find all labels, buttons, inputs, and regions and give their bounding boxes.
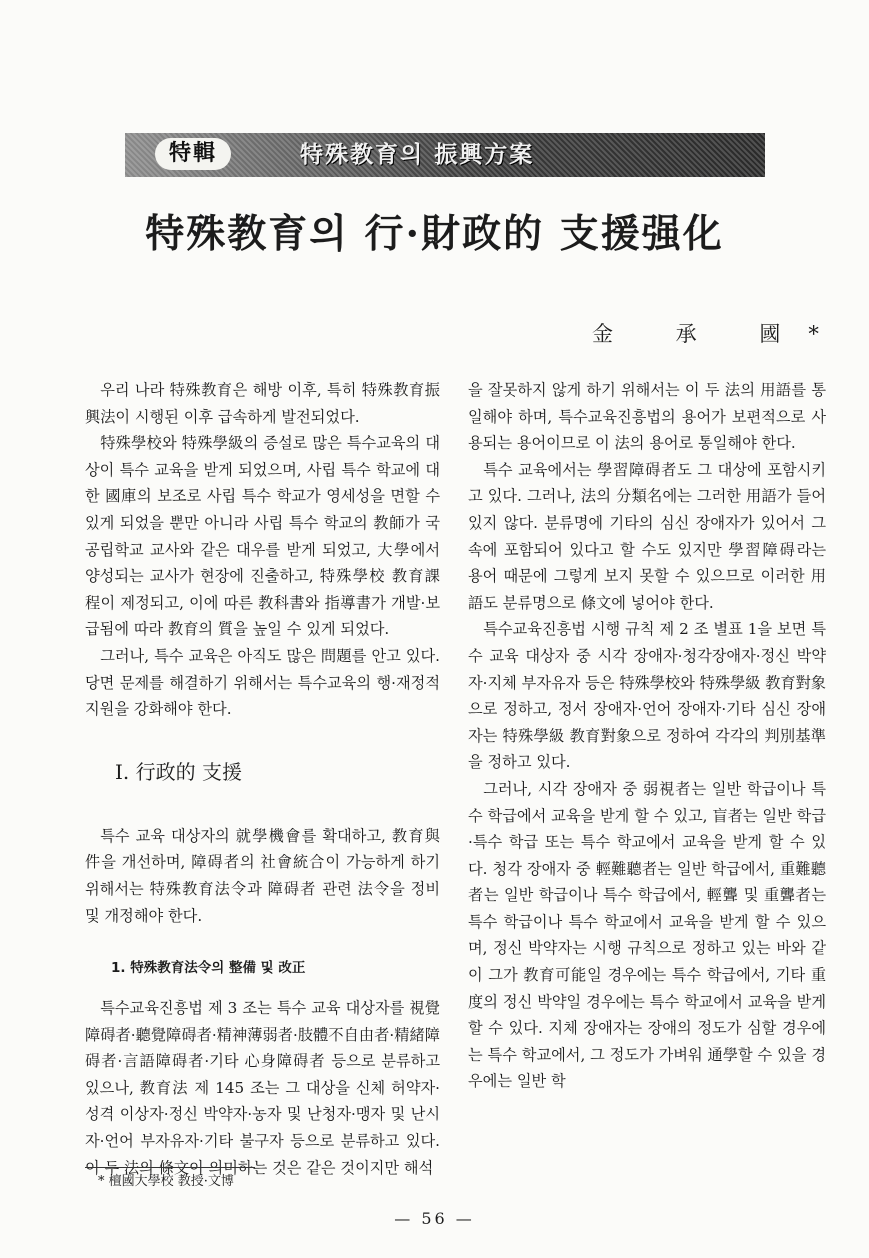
- banner-title: 特殊教育의 振興方案: [300, 142, 535, 168]
- paragraph: 그러나, 시각 장애자 중 弱視者는 일반 학급이나 특수 학급에서 교육을 받게 할 수 있고, 盲者는 일반 학급·특수 학급 또는 특수 학교에서 교육을 받게 할 수 있다. 청각 장애자 중 輕難聽者는 일반 학급에서, 重難聽者는 일반 학급이나 특수 학급에서, 輕聾 및 重聾者는 특수 학급이나 특수 학교에서 교육을 받게 할 수 있으며, 정신 박약자는 시행 규칙으로 정하고 있는 바와 같이 그가 教育可能일 경우에는 특수 학급에서, 기타 重度의 정신 박약일 경우에는 특수 학교에서 교육을 받게 할 수 있다. 지체 장애자는 장애의 정도가 심할 경우에는 특수 학교에서, 그 정도가 가벼워 通學할 수 있을 경우에는 일반 학: [468, 779, 827, 1091]
- footnote-divider: [85, 1167, 255, 1168]
- feature-banner: [125, 133, 765, 177]
- paragraph: 특수 교육 대상자의 就學機會를 확대하고, 教育與件을 개선하며, 障碍者의 社會統合이 가능하게 하기 위해서는 特殊教育法令과 障碍者 관련 法令을 정비 및 개정해야 한다.: [85, 826, 440, 925]
- footnote: * 檀國大學校 教授·文博: [98, 1174, 234, 1189]
- left-column: [85, 377, 440, 1181]
- paragraph: 우리 나라 特殊教育은 해방 이후, 특히 特殊教育振興法이 시행된 이후 급속하게 발전되었다.: [85, 381, 440, 426]
- article-title: 特殊教育의 行·財政的 支援强化: [145, 211, 724, 257]
- subsection-heading: 1. 特殊教育法令의 整備 및 改正: [111, 960, 306, 977]
- paragraph: 특수교육진흥법 제 3 조는 특수 교육 대상자를 視覺障碍者·聽覺障碍者·精神薄弱者·肢體不自由者·精緒障碍者·言語障碍者·기타 心身障碍者 등으로 분류하고 있으나, 教育法 제 145 조는 그 대상을 신체 허약자·성격 이상자·정신 박약자·농자 및 난청자·맹자 및 난시자·언어 부자유자·기타 불구자 등으로 분류하고 있다. 이 두 法의 條文이 의미하는 것은 같은 것이지만 해석: [85, 999, 440, 1177]
- paragraph: 특수 교육에서는 學習障碍者도 그 대상에 포함시키고 있다. 그러나, 法의 分類名에는 그러한 用語가 들어 있지 않다. 분류명에 기타의 심신 장애자가 있어서 그 속에 포함되어 있다고 할 수도 있지만 學習障碍라는 용어 때문에 그렇게 보지 못할 수 있으므로 이러한 用語도 분류명으로 條文에 넣어야 한다.: [468, 460, 826, 612]
- page-number: — 56 —: [394, 1209, 475, 1228]
- right-column: [468, 377, 826, 1095]
- author-name: 金 承 國*: [592, 322, 847, 346]
- section-heading: Ⅰ. 行政的 支援: [115, 759, 242, 784]
- paragraph: 그러나, 특수 교육은 아직도 많은 問題를 안고 있다. 당면 문제를 해결하기 위해서는 특수교육의 행·재정적 지원을 강화해야 한다.: [85, 646, 440, 719]
- paragraph: 特殊學校와 特殊學級의 증설로 많은 특수교육의 대상이 특수 교육을 받게 되었으며, 사립 특수 학교에 대한 國庫의 보조로 사립 특수 학교가 영세성을 면할 수 있게 되었을 뿐만 아니라 사립 특수 학교의 教師가 국공립학교 교사와 같은 대우를 받게 되었고, 大學에서 양성되는 교사가 현장에 진출하고, 特殊學校 教育課程이 제정되고, 이에 따른 教科書와 指導書가 개발·보급됨에 따라 教育의 質을 높일 수 있게 되었다.: [85, 434, 440, 639]
- paragraph: 을 잘못하지 않게 하기 위해서는 이 두 法의 用語를 통일해야 하며, 특수교육진흥법의 용어가 보편적으로 사용되는 용어이므로 이 法의 용어로 통일해야 한다.: [468, 381, 826, 453]
- paragraph: 특수교육진흥법 시행 규칙 제 2 조 별표 1을 보면 특수 교육 대상자 중 시각 장애자·청각장애자·정신 박약자·지체 부자유자 등은 特殊學校와 特殊學級 教育對象으로 정하고, 정서 장애자·언어 장애자·기타 심신 장애자는 特殊學級 教育對象으로 정하여 각각의 判別基準을 정하고 있다.: [468, 620, 826, 772]
- banner-tag: 特輯: [155, 138, 231, 170]
